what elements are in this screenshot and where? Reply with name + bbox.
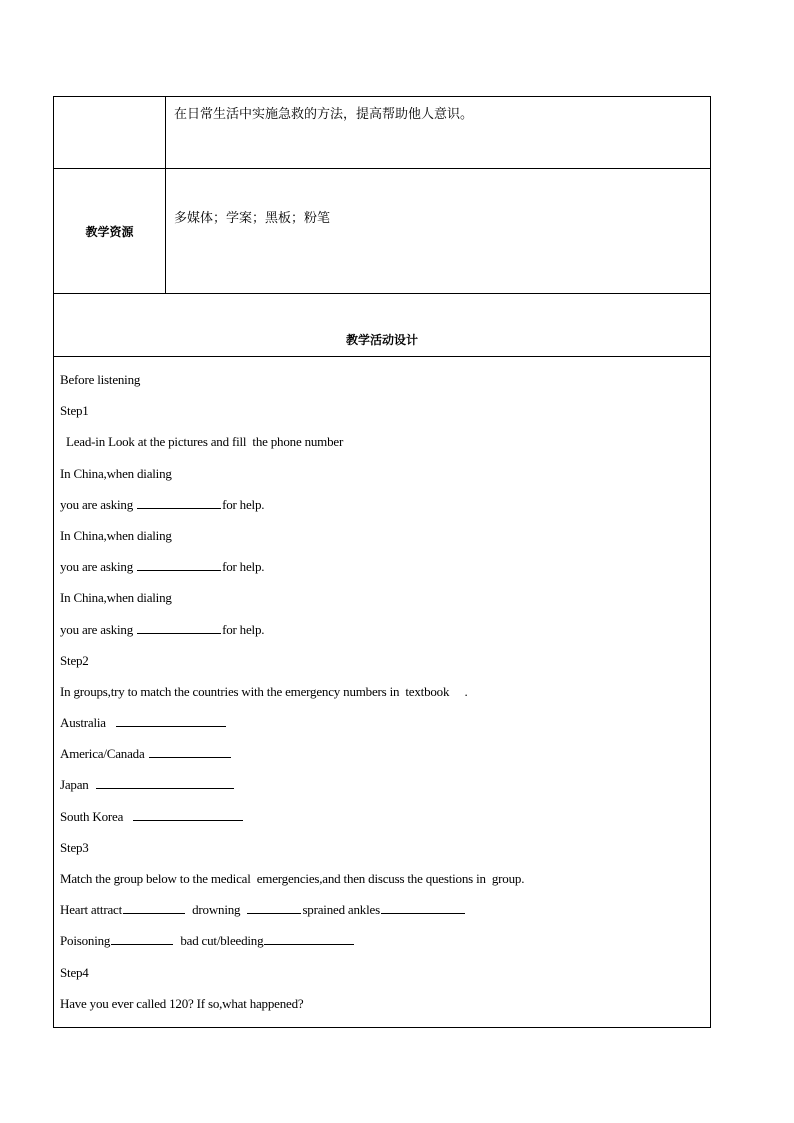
- step2-label: Step2: [60, 652, 89, 668]
- emergency-label: Heart attract: [60, 902, 122, 918]
- asking-line-2: [60, 551, 704, 582]
- dialing-line-3: In China,when dialing: [60, 590, 172, 606]
- country-korea: [60, 801, 704, 832]
- country-label: Japan: [60, 777, 95, 793]
- table-row-resources: [54, 169, 710, 294]
- emergency-label: sprained ankles: [302, 902, 380, 918]
- emergencies-line-1: [60, 894, 704, 925]
- emergency-label: drowning: [186, 902, 247, 918]
- leadin-text: Lead-in Look at the pictures and fill the phone number: [66, 434, 344, 450]
- activity-design-heading: 教学活动设计: [54, 294, 710, 357]
- asking-suffix: for help.: [222, 621, 265, 637]
- row-label-empty: [54, 97, 166, 168]
- called-question: Have you ever called 120? If so,what happened?: [60, 995, 304, 1011]
- fill-blank[interactable]: [123, 900, 185, 914]
- emergency-label: Poisoning: [60, 933, 111, 949]
- asking-suffix: for help.: [222, 559, 265, 575]
- emergencies-line-2: [60, 925, 704, 956]
- fill-blank[interactable]: [137, 495, 221, 509]
- country-australia: [60, 707, 704, 738]
- step3-label: Step3: [60, 839, 89, 855]
- fill-blank[interactable]: [247, 900, 301, 914]
- lesson-plan-table: [53, 96, 711, 1028]
- resources-label: 教学资源: [54, 169, 166, 293]
- table-row-objective: [54, 97, 710, 169]
- step4-label: Step4: [60, 964, 89, 980]
- fill-blank[interactable]: [264, 931, 354, 945]
- resources-text: 多媒体；学案；黑板；粉笔: [174, 211, 331, 226]
- fill-blank[interactable]: [149, 744, 231, 758]
- asking-prefix: you are asking: [60, 621, 137, 637]
- fill-blank[interactable]: [96, 775, 234, 789]
- groups-instruction: In groups,try to match the countries with the emergency numbers in textbook .: [60, 683, 468, 699]
- country-label: America/Canada: [60, 746, 148, 762]
- activity-content: [54, 357, 710, 1027]
- fill-blank[interactable]: [133, 807, 243, 821]
- country-america: [60, 738, 704, 769]
- before-listening: Before listening: [60, 372, 141, 387]
- fill-blank[interactable]: [111, 931, 173, 945]
- country-label: Australia: [60, 715, 116, 731]
- fill-blank[interactable]: [381, 900, 465, 914]
- dialing-line-2: In China,when dialing: [60, 527, 172, 543]
- fill-blank[interactable]: [116, 713, 226, 727]
- match-instruction: Match the group below to the medical emergencies,and then discuss the questions in group.: [60, 871, 525, 886]
- dialing-line-1: In China,when dialing: [60, 465, 172, 481]
- asking-suffix: for help.: [222, 496, 265, 512]
- asking-line-1: [60, 489, 704, 520]
- country-japan: [60, 769, 704, 800]
- objective-text: 在日常生活中实施急救的方法，提高帮助他人意识。: [174, 107, 474, 122]
- fill-blank[interactable]: [137, 557, 221, 571]
- emergency-label: bad cut/bleeding: [174, 933, 264, 949]
- fill-blank[interactable]: [137, 620, 221, 634]
- country-label: South Korea: [60, 808, 133, 824]
- asking-line-3: [60, 614, 704, 645]
- step1-label: Step1: [60, 403, 89, 419]
- asking-prefix: you are asking: [60, 496, 137, 512]
- asking-prefix: you are asking: [60, 559, 137, 575]
